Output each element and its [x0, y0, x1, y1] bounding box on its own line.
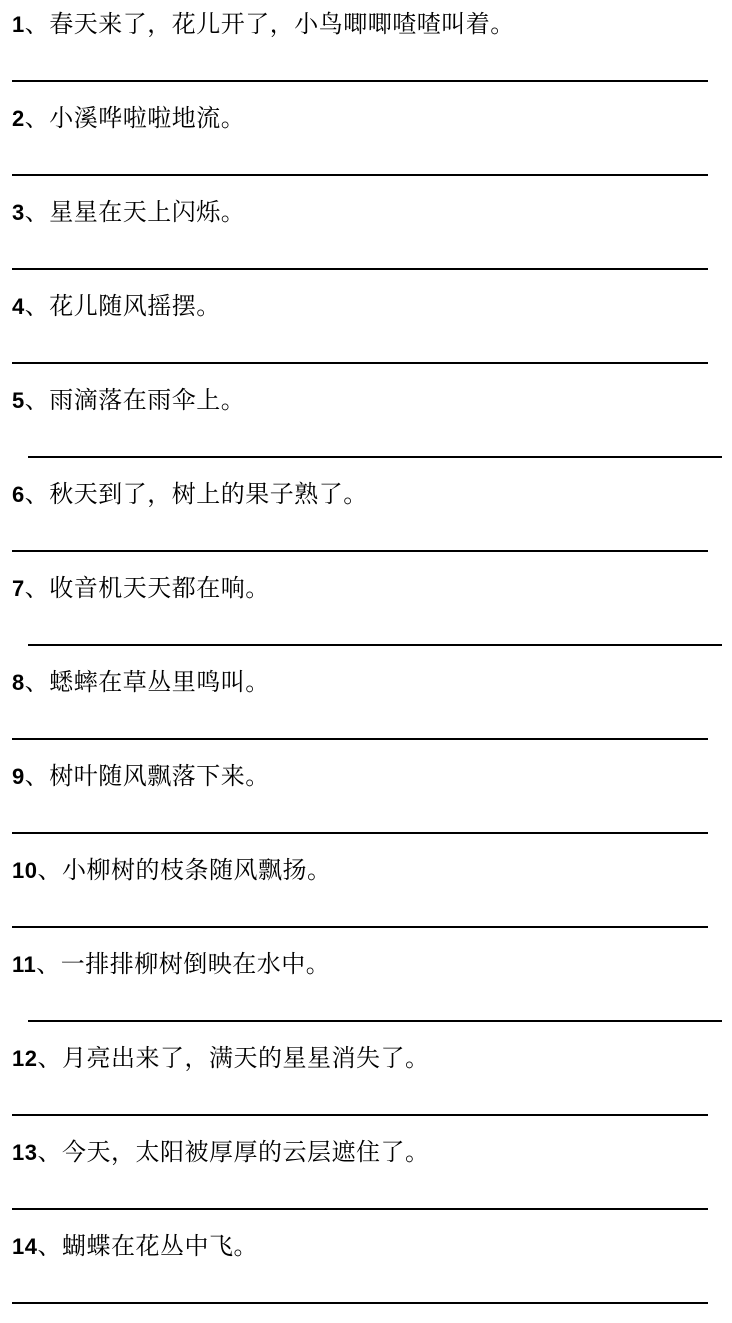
sentence-text: 月亮出来了，满天的星星消失了。 — [61, 1044, 430, 1072]
question-1 — [0, 0, 732, 94]
question-7 — [0, 564, 732, 658]
answer-line[interactable] — [12, 832, 708, 834]
sentence — [12, 8, 515, 41]
enumeration-comma: 、 — [24, 198, 50, 226]
question-10 — [0, 846, 732, 940]
enumeration-comma: 、 — [24, 574, 50, 602]
answer-line[interactable] — [12, 926, 708, 928]
sentence-text: 秋天到了，树上的果子熟了。 — [49, 480, 368, 508]
question-number: 5 — [12, 388, 25, 413]
question-8 — [0, 658, 732, 752]
question-number: 6 — [12, 482, 25, 507]
answer-line[interactable] — [12, 268, 708, 270]
question-5 — [0, 376, 732, 470]
enumeration-comma: 、 — [24, 386, 50, 414]
question-2 — [0, 94, 732, 188]
sentence-text: 小溪哗啦啦地流。 — [49, 104, 246, 132]
sentence-text: 今天，太阳被厚厚的云层遮住了。 — [61, 1138, 430, 1166]
question-11 — [0, 940, 732, 1034]
sentence — [12, 760, 270, 793]
enumeration-comma: 、 — [24, 104, 50, 132]
enumeration-comma: 、 — [36, 950, 61, 978]
answer-line[interactable] — [28, 456, 722, 458]
question-3 — [0, 188, 732, 282]
sentence-text: 一排排柳树倒映在水中。 — [60, 950, 331, 978]
answer-line[interactable] — [12, 80, 708, 82]
question-number: 4 — [12, 294, 25, 319]
sentence — [12, 572, 270, 605]
question-number: 14 — [12, 1234, 38, 1259]
answer-line[interactable] — [12, 1114, 708, 1116]
question-number: 9 — [12, 764, 25, 789]
answer-line[interactable] — [12, 174, 708, 176]
sentence — [12, 666, 270, 699]
sentence — [12, 102, 245, 135]
sentence-text: 花儿随风摇摆。 — [49, 292, 221, 320]
enumeration-comma: 、 — [37, 1044, 62, 1072]
question-9 — [0, 752, 732, 846]
answer-line[interactable] — [12, 738, 708, 740]
question-number: 10 — [12, 858, 38, 883]
answer-line[interactable] — [28, 1020, 722, 1022]
sentence-text: 收音机天天都在响。 — [49, 574, 270, 602]
answer-line[interactable] — [12, 1302, 708, 1304]
question-number: 2 — [12, 106, 25, 131]
sentence-text: 蝴蝶在花丛中飞。 — [61, 1232, 258, 1260]
sentence — [12, 1136, 429, 1169]
sentence-text: 雨滴落在雨伞上。 — [49, 386, 246, 414]
question-4 — [0, 282, 732, 376]
sentence-text: 星星在天上闪烁。 — [49, 198, 246, 226]
question-13 — [0, 1128, 732, 1222]
enumeration-comma: 、 — [37, 1138, 62, 1166]
sentence — [12, 1042, 429, 1075]
answer-line[interactable] — [12, 1208, 708, 1210]
answer-line[interactable] — [28, 644, 722, 646]
enumeration-comma: 、 — [24, 292, 50, 320]
sentence — [12, 478, 368, 511]
sentence-text: 小柳树的枝条随风飘扬。 — [61, 856, 332, 884]
sentence — [12, 1230, 258, 1263]
question-6 — [0, 470, 732, 564]
sentence-text: 春天来了，花儿开了，小鸟唧唧喳喳叫着。 — [49, 10, 515, 38]
question-12 — [0, 1034, 732, 1128]
question-number: 8 — [12, 670, 25, 695]
answer-line[interactable] — [12, 550, 708, 552]
enumeration-comma: 、 — [24, 762, 50, 790]
question-number: 3 — [12, 200, 25, 225]
question-number: 11 — [12, 952, 37, 977]
question-number: 1 — [12, 12, 25, 37]
sentence — [12, 384, 245, 417]
sentence-text: 蟋蟀在草丛里鸣叫。 — [49, 668, 270, 696]
question-number: 13 — [12, 1140, 38, 1165]
enumeration-comma: 、 — [37, 1232, 62, 1260]
sentence-text: 树叶随风飘落下来。 — [49, 762, 270, 790]
question-number: 7 — [12, 576, 25, 601]
sentence — [12, 290, 221, 323]
sentence — [12, 196, 245, 229]
enumeration-comma: 、 — [24, 480, 50, 508]
answer-line[interactable] — [12, 362, 708, 364]
enumeration-comma: 、 — [24, 10, 50, 38]
question-14 — [0, 1222, 732, 1316]
question-number: 12 — [12, 1046, 38, 1071]
enumeration-comma: 、 — [24, 668, 50, 696]
sentence — [12, 854, 331, 887]
sentence — [12, 948, 330, 981]
enumeration-comma: 、 — [37, 856, 62, 884]
